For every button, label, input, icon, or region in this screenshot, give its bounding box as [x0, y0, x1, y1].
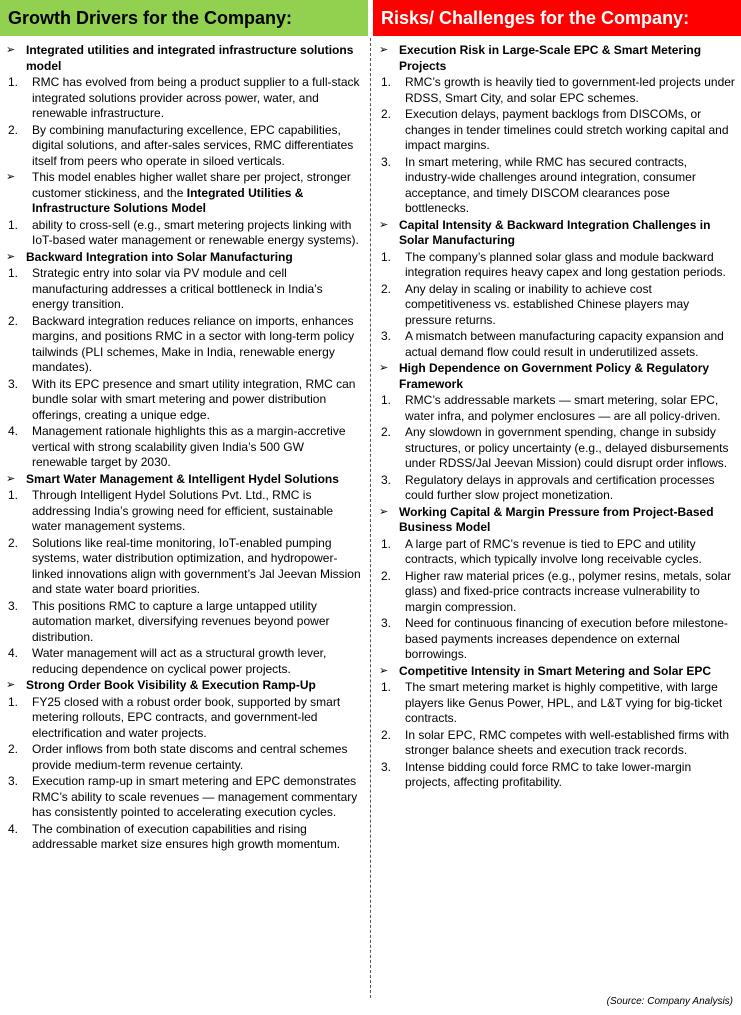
list-item [379, 329, 735, 360]
list-item [379, 569, 735, 616]
list-item [6, 488, 362, 535]
list-item-number: 4. [8, 821, 19, 836]
list-item-number: 3. [8, 774, 19, 788]
list-item [6, 75, 362, 122]
list-item-text: Through Intelligent Hydel Solutions Pvt. Ltd., RMC is addressing India’s growing need for efficient, sustainable water management systems. [32, 488, 334, 533]
list-item [379, 75, 735, 106]
list-item [6, 822, 362, 853]
sub-point-bold-text: Integrated Utilities & Infrastructure Solutions Model [32, 185, 304, 215]
list-item-text: The company’s planned solar glass and module backward integration requires heavy capex and long gestation periods. [405, 249, 726, 279]
list-item-text: The combination of execution capabilities and rising addressable market size ensures high growth momentum. [32, 821, 341, 851]
sub-point [6, 170, 362, 217]
arrow-bullet-icon: ➢ [6, 171, 16, 183]
list-item-number: 2. [381, 425, 392, 439]
list-item [379, 760, 735, 791]
list-item-text: Order inflows from both state discoms and central schemes provide medium-term revenue certainty. [32, 742, 348, 772]
list-item-number: 1. [8, 75, 19, 89]
growth-drivers-column [0, 0, 368, 853]
section-title [379, 664, 735, 680]
arrow-bullet-icon: ➢ [379, 44, 389, 56]
list-item [379, 680, 735, 727]
list-item-text: A mismatch between manufacturing capacity expansion and actual demand flow could result in underutilized assets. [405, 329, 724, 359]
list-item-number: 2. [381, 568, 392, 583]
list-item-text: FY25 closed with a robust order book, supported by smart metering rollouts, EPC contracts, and government-led electrification and water projects. [32, 694, 341, 740]
list-item-number: 4. [8, 424, 19, 438]
list-item-number: 2. [381, 727, 392, 742]
list-item-text: A large part of RMC’s revenue is tied to EPC and utility contracts, which typically involve long receivable cycles. [405, 536, 702, 566]
list-item-text: By combining manufacturing excellence, EPC capabilities, digital solutions, and after-sales services, RMC differentiates itself from peers who operate in siloed verticals. [32, 122, 354, 168]
sub-point-text: This model enables higher wallet share per project, stronger customer stickiness, and the [32, 170, 351, 200]
list-item-text: Regulatory delays in approvals and certification processes could further slow project monetization. [405, 472, 715, 502]
list-item-number: 1. [381, 536, 392, 551]
list-item [6, 377, 362, 424]
list-item-text: Solutions like real-time monitoring, IoT-enabled pumping systems, water distribution optimization, and hydropower-linked innovations align with government’s Jal Jeevan Mission and state water board priorities. [32, 535, 361, 596]
list-item-number: 2. [8, 122, 19, 137]
list-item-text: In smart metering, while RMC has secured contracts, industry-wide challenges around integration, consumer acceptance, and timely DISCOM clearances pose bottlenecks. [405, 154, 696, 215]
list-item [379, 250, 735, 281]
list-item [6, 266, 362, 313]
list-item [379, 728, 735, 759]
list-item-number: 2. [8, 535, 19, 550]
risks-column [373, 0, 741, 791]
list-item [379, 425, 735, 472]
source-note: (Source: Company Analysis) [606, 996, 733, 1007]
list-item-text: Need for continuous financing of execution before milestone-based payments increases dependence on external borrowings. [405, 616, 728, 661]
list-item-text: Backward integration reduces reliance on imports, enhances margins, and positions RMC in a sector with long-term policy tailwinds (PLI schemes, Make in India, renewable energy mandates). [32, 313, 355, 374]
list-item-text: RMC’s addressable markets — smart metering, solar EPC, water infra, and polymer enclosures — are all policy-driven. [405, 393, 721, 423]
list-item [379, 155, 735, 217]
list-item [379, 107, 735, 154]
list-item-number: 1. [8, 217, 19, 232]
section-title [379, 505, 735, 536]
list-item-text: Strategic entry into solar via PV module and cell manufacturing addresses a critical bottleneck in India’s energy transition. [32, 266, 323, 311]
list-item-text: Intense bidding could force RMC to take lower-margin projects, affecting profitability. [405, 759, 692, 789]
list-item-number: 3. [381, 759, 392, 774]
section-title [379, 361, 735, 392]
section-title [6, 250, 362, 266]
section-title-text: Smart Water Management & Intelligent Hydel Solutions [26, 471, 339, 486]
list-item-text: The smart metering market is highly competitive, with large players like Genus Power, HPL, and L&T vying for big-ticket contracts. [405, 680, 723, 725]
list-item [379, 537, 735, 568]
risks-header: Risks/ Challenges for the Company: [373, 0, 741, 36]
list-item [6, 536, 362, 598]
list-item-text: Execution delays, payment backlogs from DISCOMs, or changes in tender timelines could stretch working capital and impact margins. [405, 107, 729, 152]
section-title-text: Execution Risk in Large-Scale EPC & Smart Metering Projects [399, 43, 702, 73]
growth-drivers-list [0, 36, 368, 853]
list-item-number: 1. [8, 694, 19, 709]
column-divider [370, 38, 371, 998]
list-item [6, 695, 362, 742]
section-title-text: Capital Intensity & Backward Integration Challenges in Solar Manufacturing [399, 217, 711, 247]
list-item-text: Higher raw material prices (e.g., polymer resins, metals, solar glass) and fixed-price contracts increase vulnerability to margin compression. [405, 568, 732, 614]
list-item-number: 2. [381, 281, 392, 296]
list-item [379, 282, 735, 329]
list-item-text: With its EPC presence and smart utility integration, RMC can bundle solar with smart metering and power distribution offerings, creating a unique edge. [32, 376, 356, 422]
list-item [6, 774, 362, 821]
list-item-text: This positions RMC to capture a large untapped utility automation market, diversifying revenues beyond power distribution. [32, 598, 330, 644]
list-item-number: 2. [381, 107, 392, 121]
list-item [6, 424, 362, 471]
list-item [6, 123, 362, 170]
list-item-text: Management rationale highlights this as a margin-accretive vertical with strong scalability given India’s 500 GW renewable target by 2030. [32, 424, 346, 469]
risks-list [373, 36, 741, 791]
list-item [379, 616, 735, 663]
section-title [6, 43, 362, 74]
section-title [379, 43, 735, 74]
list-item-number: 2. [8, 313, 19, 328]
list-item-number: 3. [381, 154, 392, 169]
list-item-text: Any slowdown in government spending, change in subsidy structures, or policy uncertainty (e.g., delayed disbursements under RDSS/Jal Jeevan Mission) could disrupt order inflows. [405, 425, 729, 470]
list-item-number: 3. [381, 616, 392, 630]
list-item-number: 1. [8, 266, 19, 280]
list-item-number: 3. [8, 376, 19, 391]
list-item [6, 218, 362, 249]
section-title-text: Integrated utilities and integrated infrastructure solutions model [26, 43, 354, 73]
list-item-number: 1. [381, 680, 392, 694]
list-item-number: 4. [8, 646, 19, 660]
arrow-bullet-icon: ➢ [379, 505, 389, 518]
list-item [379, 473, 735, 504]
arrow-bullet-icon: ➢ [379, 362, 389, 374]
arrow-bullet-icon: ➢ [6, 44, 16, 56]
section-title [379, 218, 735, 249]
section-title [6, 678, 362, 694]
arrow-bullet-icon: ➢ [379, 664, 389, 677]
list-item-text: Execution ramp-up in smart metering and EPC demonstrates RMC’s ability to scale revenues — management commentary has consistently pointed to accelerating execution cycles. [32, 774, 358, 819]
list-item-number: 1. [8, 488, 19, 502]
list-item-number: 1. [381, 393, 392, 407]
list-item-number: 1. [381, 75, 392, 89]
list-item-text: In solar EPC, RMC competes with well-established firms with stronger balance sheets and execution track records. [405, 727, 730, 757]
list-item-text: Any delay in scaling or inability to achieve cost competitiveness vs. established Chinese players may pressure returns. [405, 281, 690, 327]
section-title [6, 472, 362, 488]
section-title-text: Backward Integration into Solar Manufacturing [26, 249, 293, 264]
section-title-text: Strong Order Book Visibility & Execution Ramp-Up [26, 678, 316, 692]
section-title-text: Competitive Intensity in Smart Metering and Solar EPC [399, 663, 712, 678]
list-item [6, 646, 362, 677]
list-item-number: 3. [381, 472, 392, 487]
arrow-bullet-icon: ➢ [379, 218, 389, 231]
list-item [6, 599, 362, 646]
list-item-number: 2. [8, 742, 19, 756]
list-item-text: ability to cross-sell (e.g., smart metering projects linking with IoT-based water management or renewable energy systems). [32, 217, 359, 247]
arrow-bullet-icon: ➢ [6, 679, 16, 691]
section-title-text: High Dependence on Government Policy & Regulatory Framework [399, 361, 710, 391]
list-item-text: Water management will act as a structural growth lever, reducing dependence on cyclical power projects. [32, 646, 327, 676]
list-item-number: 3. [8, 598, 19, 613]
arrow-bullet-icon: ➢ [6, 472, 16, 485]
section-title-text: Working Capital & Margin Pressure from Project-Based Business Model [399, 504, 714, 534]
list-item [379, 393, 735, 424]
list-item [6, 314, 362, 376]
list-item-text: RMC’s growth is heavily tied to government-led projects under RDSS, Smart City, and solar EPC schemes. [405, 75, 735, 105]
list-item-number: 1. [381, 249, 392, 264]
arrow-bullet-icon: ➢ [6, 250, 16, 263]
list-item [6, 742, 362, 773]
growth-drivers-header: Growth Drivers for the Company: [0, 0, 368, 36]
list-item-number: 3. [381, 329, 392, 343]
list-item-text: RMC has evolved from being a product supplier to a full-stack integrated solutions provider across power, water, and renewable infrastructure. [32, 75, 360, 120]
